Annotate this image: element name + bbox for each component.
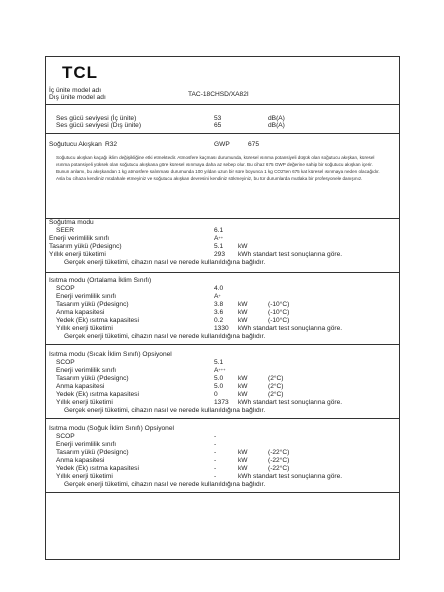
cooling-annual-unit: kWh standart test sonuçlarına göre. [238,251,343,258]
cooling-pdesign-unit: kW [238,243,248,250]
heating-cold-annual-label: Yıllık enerji tüketimi [56,473,113,480]
heating-avg-backup-unit: kW [238,317,248,324]
heating-cold-pdesign-label: Tasarım yükü (Pdesignc) [56,449,129,456]
heating-cold-class-label: Enerji verimlilik sınıfı [56,441,117,448]
heating-cold-capacity-value: - [214,457,217,464]
heating-warm-pdesign-unit: kW [238,375,248,382]
heating-avg-backup-label: Yedek (Ek) ısıtma kapasitesi [56,317,139,324]
heating-warm-backup-label: Yedek (Ek) ısıtma kapasitesi [56,391,139,398]
heating-warm-class-value: A+++ [214,367,226,374]
heating-avg-pdesign-label: Tasarım yükü (Pdesignc) [56,301,129,308]
heating-warm-pdesign-value: 5.0 [214,375,224,382]
heating-cold-footer: Gerçek enerji tüketimi, cihazın nasıl ve nerede kullanıldığına bağlıdır. [64,481,266,488]
heating-cold-pdesign-cond: (-22°C) [268,449,290,456]
heating-cold-backup-value: - [214,465,217,472]
heating-avg-title: Isıtma modu (Ortalama İklim Sınıfı) [49,277,152,284]
heating-avg-capacity-unit: kW [238,309,248,316]
heating-cold-class-value: - [214,441,217,448]
gwp-value: 675 [248,141,260,148]
heating-warm-annual-value: 1373 [214,399,229,406]
heating-avg-pdesign-cond: (-10°C) [268,301,290,308]
divider [45,272,400,273]
heating-cold-scop-value: - [214,433,217,440]
heating-warm-capacity-label: Anma kapasitesi [56,383,105,390]
heating-avg-annual-label: Yıllık enerji tüketimi [56,325,113,332]
heating-warm-annual-label: Yıllık enerji tüketimi [56,399,113,406]
indoor-model-label: İç ünite model adı [49,87,102,94]
heating-cold-backup-label: Yedek (Ek) ısıtma kapasitesi [56,465,139,472]
outdoor-sound-value: 65 [214,122,222,129]
heating-cold-backup-cond: (-22°C) [268,465,290,472]
heating-avg-annual-value: 1330 [214,325,229,332]
seer-label: SEER [56,227,74,234]
heating-warm-capacity-value: 5.0 [214,383,224,390]
heating-warm-footer: Gerçek enerji tüketimi, cihazın nasıl ve nerede kullanıldığına bağlıdır. [64,407,266,414]
cooling-annual-value: 293 [214,251,226,258]
heating-warm-backup-unit: kW [238,391,248,398]
cooling-pdesign-value: 5.1 [214,243,224,250]
model-name: TAC-18CHSD/XA82I [188,91,249,98]
heating-warm-annual-unit: kWh standart test sonuçlarına göre. [238,399,343,406]
heating-cold-title: Isıtma modu (Soğuk İklim Sınıfı) Opsiyonel [49,425,174,432]
heating-avg-class-value: A+ [214,293,221,300]
cooling-class-label: Enerji verimlilik sınıfı [49,235,110,242]
divider [45,218,400,219]
heating-avg-capacity-value: 3.6 [214,309,224,316]
divider [45,344,400,345]
heating-cold-capacity-unit: kW [238,457,248,464]
refrigerant-value: R32 [105,141,118,148]
heating-warm-scop-value: 5.1 [214,359,224,366]
heating-warm-pdesign-cond: (2°C) [268,375,284,382]
divider [45,133,400,134]
heating-warm-backup-value: 0 [214,391,218,398]
heating-avg-annual-unit: kWh standart test sonuçlarına göre. [238,325,343,332]
heating-cold-pdesign-value: - [214,449,217,456]
heating-cold-annual-value: - [214,473,217,480]
cooling-title: Soğutma modu [49,219,94,226]
refrigerant-label: Soğutucu Akışkan [49,141,102,148]
heating-avg-capacity-cond: (-10°C) [268,309,290,316]
divider [45,492,400,493]
heating-cold-pdesign-unit: kW [238,449,248,456]
refrigerant-note: Soğutucu akışkan kaçağı iklim değişikliğine etki etmektedir. Atmosfere kaçması durumunda, küresel ısınma potansiyeli düşük olan soğutucu akışkan, küresel ısınma potansiyeli yüksek olan soğutucu akışkana göre küresel ısınmaya daha az sebep olur. Bu cihaz 675 GWP değerine sahip bir soğutucu akışkan içerir. Bunun anlamı, bu akışkandan 1 kg atmosfere salınması durumunda 100 yıldan uzun bir süre boyunca 1 kg CO2'ten 675 kat küresel ısınmaya neden olacağıdır. Asla bu cihaza kendiniz müdahale etmeyiniz ve soğutucu akışkan devresini kendiniz sökmeyiniz, bu tür durumlarda mutlaka bir profesyonele danışınız. [56,155,380,182]
heating-warm-scop-label: SCOP [56,359,75,366]
indoor-sound-unit: dB(A) [268,115,285,122]
heating-cold-capacity-label: Anma kapasitesi [56,457,105,464]
heating-avg-footer: Gerçek enerji tüketimi, cihazın nasıl ve nerede kullanıldığına bağlıdır. [64,333,266,340]
heating-warm-capacity-unit: kW [238,383,248,390]
heating-cold-capacity-cond: (-22°C) [268,457,290,464]
heating-cold-annual-unit: kWh standart test sonuçlarına göre. [238,473,343,480]
outdoor-sound-label: Ses gücü seviyesi (Dış ünite) [56,122,142,129]
cooling-pdesign-label: Tasarım yükü (Pdesignc) [49,243,122,250]
heating-warm-pdesign-label: Tasarım yükü (Pdesignc) [56,375,129,382]
seer-value: 6.1 [214,227,224,234]
heating-avg-capacity-label: Anma kapasitesi [56,309,105,316]
brand-logo: TCL [62,63,99,82]
divider [45,104,400,105]
cooling-annual-label: Yıllık enerji tüketimi [49,251,106,258]
heating-avg-scop-label: SCOP [56,285,75,292]
divider [45,418,400,419]
heating-avg-class-label: Enerji verimlilik sınıfı [56,293,117,300]
heating-avg-scop-value: 4.0 [214,285,224,292]
indoor-sound-value: 53 [214,115,222,122]
outdoor-model-label: Dış ünite model adı [49,94,106,101]
heating-warm-title: Isıtma modu (Sıcak İklim Sınıfı) Opsiyonel [49,351,172,358]
heating-avg-pdesign-value: 3.8 [214,301,224,308]
indoor-sound-label: Ses gücü seviyesi (İç ünite) [56,115,137,122]
heating-avg-pdesign-unit: kW [238,301,248,308]
cooling-class-value: A++ [214,235,224,242]
heating-cold-backup-unit: kW [238,465,248,472]
heating-warm-class-label: Enerji verimlilik sınıfı [56,367,117,374]
heating-cold-scop-label: SCOP [56,433,75,440]
cooling-footer: Gerçek enerji tüketimi, cihazın nasıl ve nerede kullanıldığına bağlıdır. [64,259,266,266]
gwp-label: GWP [214,141,230,148]
heating-warm-capacity-cond: (2°C) [268,383,284,390]
heating-avg-backup-value: 0.2 [214,317,224,324]
outdoor-sound-unit: dB(A) [268,122,285,129]
heating-avg-backup-cond: (-10°C) [268,317,290,324]
heating-warm-backup-cond: (2°C) [268,391,284,398]
